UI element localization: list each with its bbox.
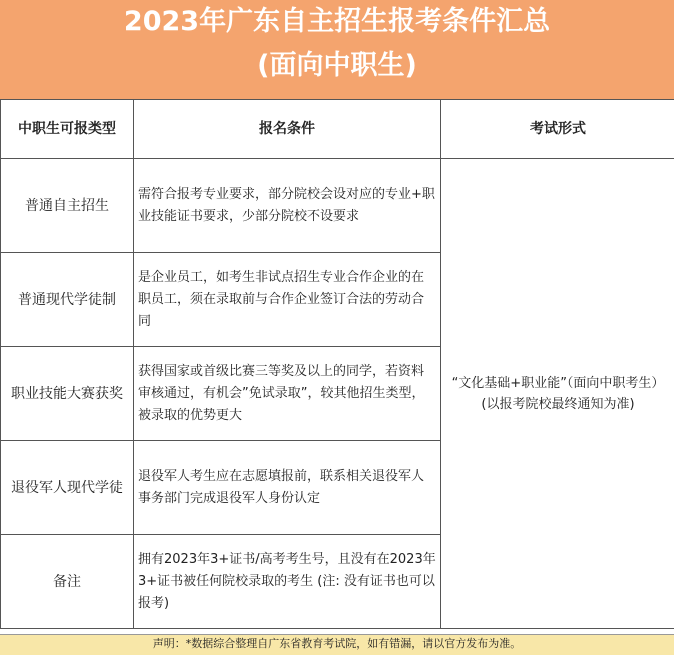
disclaimer-footer: 声明：*数据综合整理自广东省教育考试院，如有错漏，请以官方发布为准。 [0, 634, 674, 655]
column-header-type: 中职生可报类型 [1, 100, 134, 159]
row-condition: 拥有2023年3+证书/高考考生号，且没有在2023年3+证书被任何院校录取的考生 (注: 没有证书也可以报考) [134, 535, 441, 629]
row-type: 普通现代学徒制 [1, 253, 134, 347]
page-title: 2023年广东自主招生报考条件汇总 [0, 2, 674, 42]
row-condition: 退役军人考生应在志愿填报前，联系相关退役军人事务部门完成退役军人身份认定 [134, 441, 441, 535]
table-header-row [1, 100, 674, 159]
page-header [0, 0, 674, 99]
row-condition: 获得国家或首级比赛三等奖及以上的同学，若资料审核通过，有机会”免试录取”，较其他招生类型，被录取的优势更大 [134, 347, 441, 441]
table-row [1, 159, 674, 253]
row-type: 备注 [1, 535, 134, 629]
row-condition: 需符合报考专业要求，部分院校会设对应的专业+职业技能证书要求，少部分院校不设要求 [134, 159, 441, 253]
row-type: 职业技能大赛获奖 [1, 347, 134, 441]
exam-format-text: “文化基础+职业能”（面向中职考生） [451, 373, 665, 394]
conditions-table [0, 99, 674, 629]
exam-format-note: (以报考院校最终通知为准) [451, 394, 665, 415]
row-type: 退役军人现代学徒 [1, 441, 134, 535]
row-type: 普通自主招生 [1, 159, 134, 253]
page-subtitle: (面向中职生) [0, 46, 674, 86]
column-header-condition: 报名条件 [134, 100, 441, 159]
exam-format-cell [441, 159, 674, 629]
column-header-exam: 考试形式 [441, 100, 674, 159]
row-condition: 是企业员工，如考生非试点招生专业合作企业的在职员工，须在录取前与合作企业签订合法的劳动合同 [134, 253, 441, 347]
